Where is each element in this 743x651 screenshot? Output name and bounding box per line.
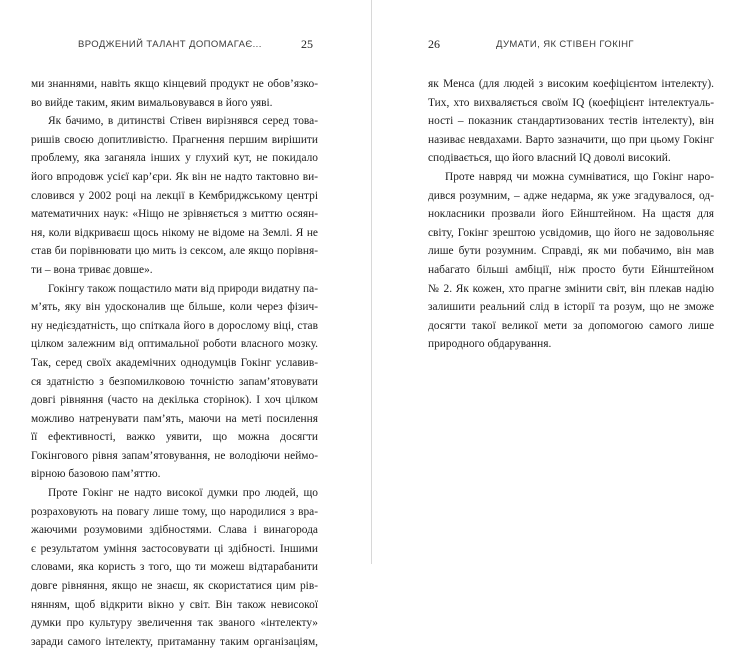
text-line: залишити реальний слід в історії та розум, що не зможе (428, 301, 714, 314)
text-line: Гокінгового рівня запам’ятовування, не володіючи неймо- (31, 449, 318, 462)
page-number-left: 25 (301, 37, 313, 51)
text-line: вірною базовою пам’яттю. (31, 468, 161, 481)
text-line: словився у 2002 році на лекції в Кембриджському центрі (31, 189, 318, 202)
text-line: нянням, щоб відкрити вікно у світ. Він також невисокої (31, 598, 318, 611)
right-page-body (428, 75, 714, 354)
text-line: Як бачимо, в дитинстві Стівен вирізнявся серед това- (48, 115, 318, 128)
text-line: Проте Гокінг не надто високої думки про людей, що (48, 487, 318, 500)
page-number-right: 26 (428, 37, 440, 51)
text-line: словами, яка користь з того, що ти можеш відтарабанити (31, 561, 318, 574)
text-line: його впродовж усієї кар’єри. Як він не надто тактовно ви- (31, 170, 318, 183)
text-line: її ефективності, важко уявити, що можна досягти (31, 431, 318, 444)
page-gutter (371, 0, 372, 564)
text-line: лише бути розумним. Справді, як ми побачимо, він мав (428, 245, 714, 258)
text-line: ності – показник стандартизованих тестів інтелекту), він (428, 115, 714, 128)
running-header-right: ДУМАТИ, ЯК СТІВЕН ГОКІНГ (496, 39, 634, 50)
text-line: дився розумним, – адже недарма, як уже згадувалося, од- (428, 189, 714, 202)
text-line: ми знаннями, навіть якщо кінцевий продукт не обов’язко- (31, 78, 318, 90)
text-line: сподівається, що його власний IQ доволі високий. (428, 152, 671, 165)
text-line: став би порівнювати цю мить із сексом, але якщо порівня- (31, 245, 318, 258)
text-line: довгі рівняння (часто на декілька сторінок). І хоч цілком (31, 394, 318, 407)
text-line: ришів своєю допитливістю. Прагнення першим вирішити (31, 133, 318, 146)
text-line: м’ять, яку він удосконалив ще більше, коли через фізич- (31, 301, 318, 314)
text-line: як Менса (для людей з високим коефіцієнтом інтелекту). (428, 78, 714, 90)
text-line: набагато більші амбіції, ніж просто бути Ейнштейном (428, 263, 714, 276)
text-line: ти – вона триває довше». (31, 263, 153, 276)
text-line: Гокінгу також пощастило мати від природи видатну па- (48, 282, 318, 295)
text-line: можливо натренувати пам’ять, маючи на меті посилення (31, 412, 318, 425)
text-line: називає невдахами. Варто зазначити, що при цьому Гокінг (428, 133, 714, 146)
text-line: ну недієздатність, що спіткала його в дорослому віці, став (31, 319, 318, 332)
text-line: світу, Гокінг зрештою усвідомив, що його не задовольняє (428, 226, 714, 239)
text-line: є результатом уміння застосовувати ці здібності. Іншими (31, 542, 318, 555)
text-line: досягти такої великої мети за допомогою самого лише (428, 319, 714, 332)
text-line: ся здатністю з безпомилковою точністю запам’ятовувати (31, 375, 318, 388)
text-line: Проте навряд чи можна сумніватися, що Гокінг наро- (445, 170, 714, 183)
text-line: думки про культуру звеличення так званого «інтелекту» (31, 617, 318, 630)
running-header-left: ВРОДЖЕНИЙ ТАЛАНТ ДОПОМАГАЄ... (78, 39, 262, 50)
text-line: розраховують на повагу лише тому, що народилися з вра- (31, 505, 318, 518)
text-line: ня, коли відкриваєш щось нікому не відоме на Землі. Я не (31, 226, 318, 239)
text-line: нокласники прозвали його Ейнштейном. На щастя для (428, 208, 714, 221)
text-line: жаючими розумовими здібностями. Слава і винагорода (31, 524, 318, 537)
text-line: проблему, яка заганяла інших у глухий кут, не покидало (31, 152, 318, 165)
left-page-body (31, 75, 318, 651)
text-line: № 2. Як кожен, хто прагне змінити світ, він плекав надію (428, 282, 714, 295)
text-line: заради самого інтелекту, притаманну таким організаціям, (31, 635, 318, 648)
text-line: цілком залежним від оптимальної роботи власного мозку. (31, 338, 318, 351)
text-line: довге рівняння, якщо не знаєш, як скористатися цим рів- (31, 580, 318, 593)
text-line: во вийде таким, яким вимальовувався в його уяві. (31, 96, 273, 109)
text-line: Тих, хто вихваляється своїм IQ (коефіцієнт інтелектуаль- (428, 96, 714, 109)
text-line: природного обдарування. (428, 338, 552, 351)
text-line: Так, серед своїх академічних однодумців Гокінг уславив- (31, 356, 318, 369)
text-line: математичних наук: «Ніщо не зрівняється з миттю осяян- (31, 208, 318, 221)
